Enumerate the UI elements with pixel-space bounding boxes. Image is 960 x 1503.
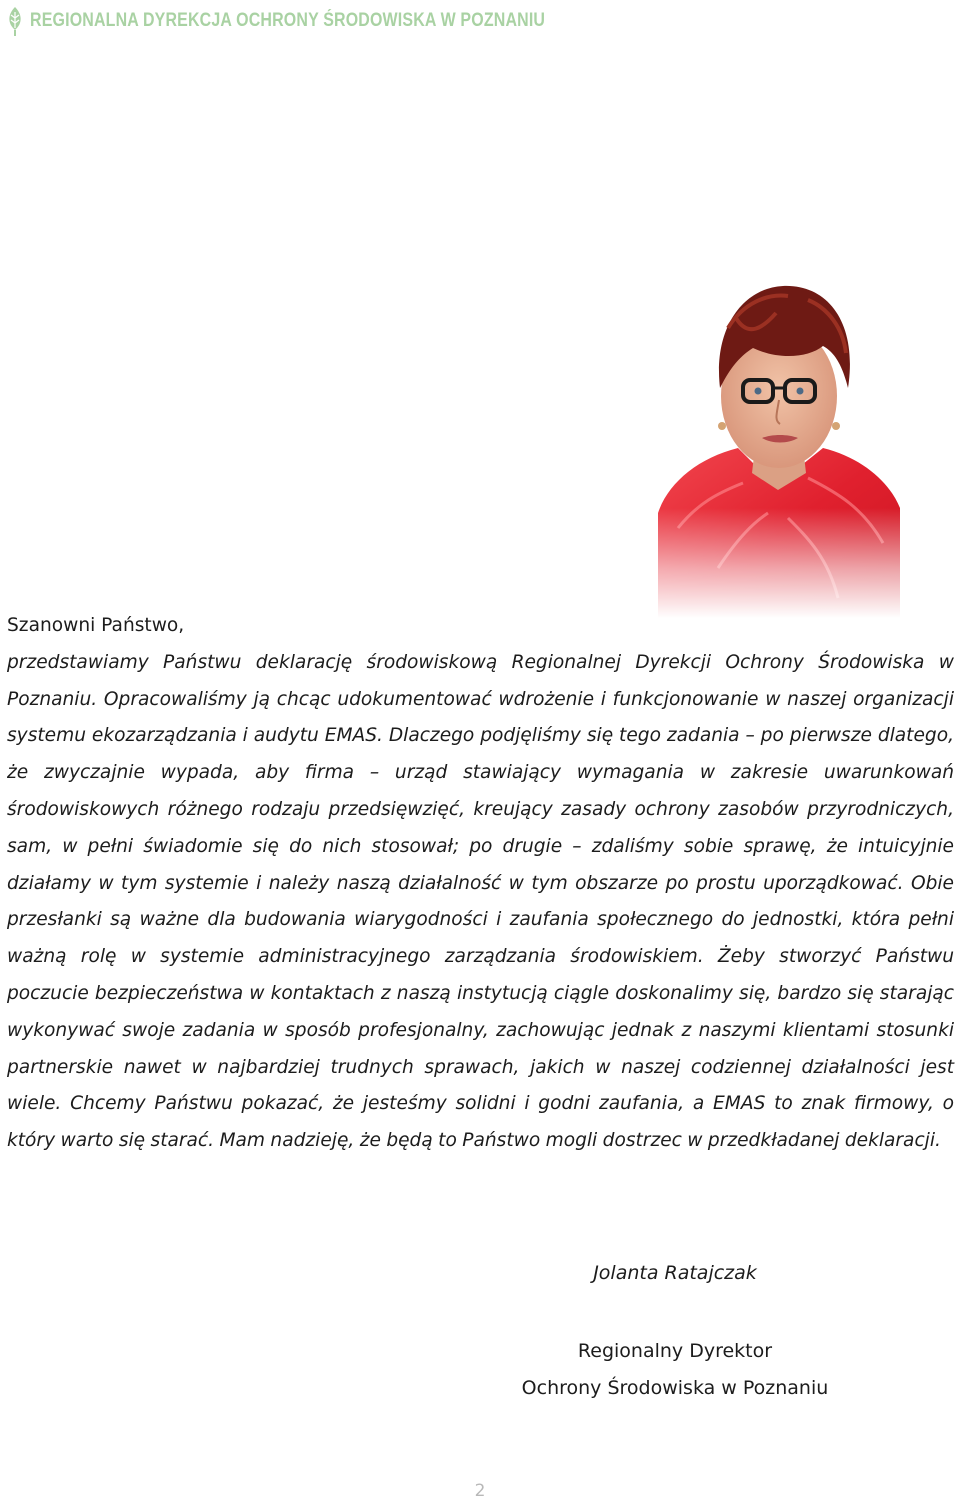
director-portrait (658, 268, 900, 618)
signatory-title-line1: Regionalny Dyrektor (577, 1340, 773, 1362)
page-number: 2 (474, 1481, 486, 1501)
signatory-name: Jolanta Ratajczak (593, 1262, 757, 1284)
signatory-title-line2: Ochrony Środowiska w Poznaniu (521, 1377, 829, 1399)
leaf-logo-icon (6, 6, 24, 36)
salutation: Szanowni Państwo, (7, 615, 185, 636)
letter (7, 608, 954, 1160)
organization-title: REGIONALNA DYREKCJA OCHRONY ŚRODOWISKA W POZNANIU (30, 10, 546, 31)
document-header (6, 6, 643, 36)
letter-body: przedstawiamy Państwu deklarację środowiskową Regionalnej Dyrekcji Ochrony Środowiska w Poznaniu. Opracowaliśmy ją chcąc udokumentować wdrożenie i funkcjonowanie w naszej organizacji systemu ekozarządzania i audytu EMAS. Dlaczego podjęliśmy się tego zadania – po pierwsze dlatego, że zwyczajnie wypada, aby firma – urząd stawiający wymagania w zakresie uwarunkowań środowiskowych różnego rodzaju przedsięwzięć, kreujący zasady ochrony zasobów przyrodniczych, sam, w pełni świadomie się do nich stosował; po drugie – zdaliśmy sobie sprawę, że intuicyjnie działamy w tym systemie i należy naszą działalność w tym obszarze po prostu uporządkować. Obie przesłanki są ważne dla budowania wiarygodności i zaufania społecznego do jednostki, która pełni ważną rolę w systemie administracyjnego zarządzania środowiskiem. Żeby stworzyć Państwu poczucie bezpieczeństwa w kontaktach z naszą instytucją ciągle doskonalimy się, bardzo się starając wykonywać swoje zadania w sposób profesjonalny, zachowując jednak z naszymi klientami stosunki partnerskie nawet w najbardziej trudnych sprawach, jakich w naszej codziennej działalności jest wiele. Chcemy Państwu pokazać, że jesteśmy solidni i godni zaufania, a EMAS to znak firmowy, o który warto się starać. Mam nadzieję, że będą to Państwo mogli dostrzec w przedkładanej deklaracji. (7, 651, 954, 1152)
